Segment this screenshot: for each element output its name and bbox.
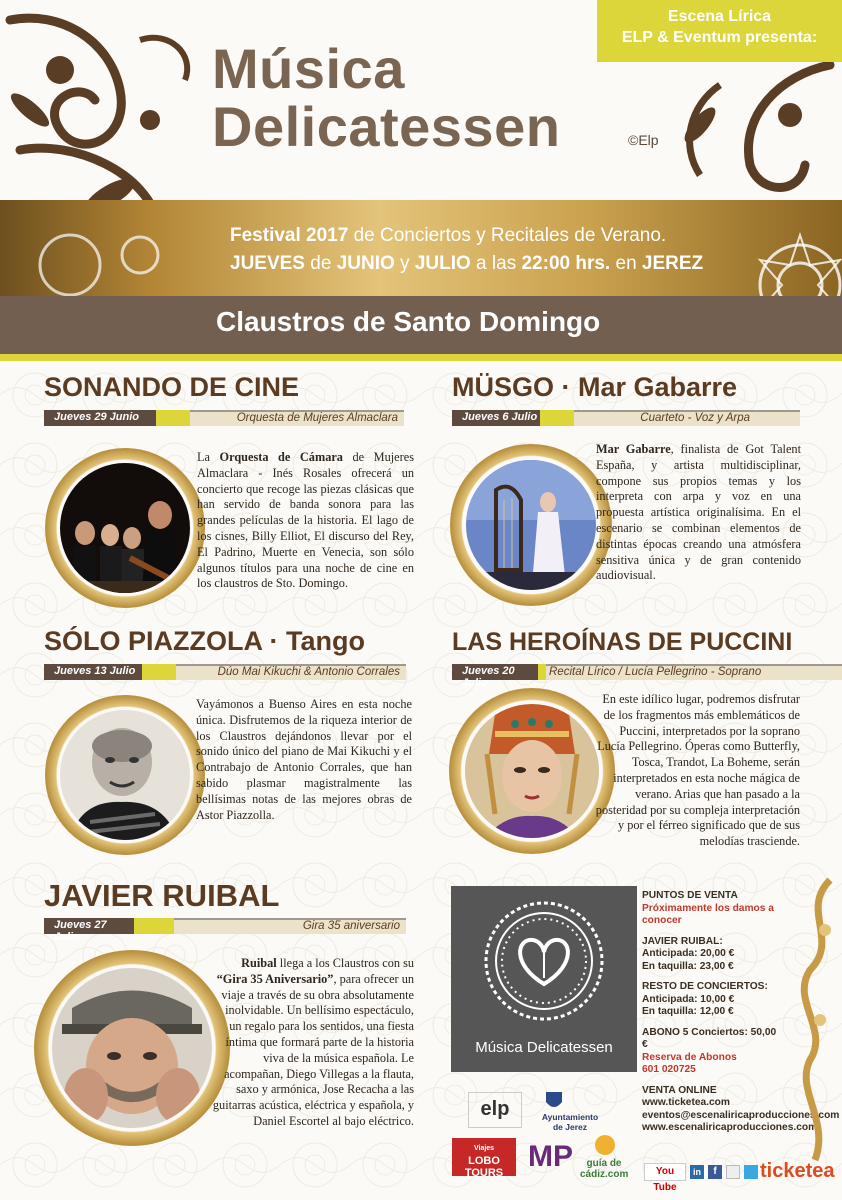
text-body: En este idílico lugar, podremos disfrutar de los fragmentos más emblemáticos de Puccini, interpretados por la soprano Lucía Pellegrino. Óperas como Butterfly, Tosca, Trandot, La Boheme, serán interpretados en esta noche mágica de verano. Arias que han pasado a la posteridad por su compleja interpretación y por el férreo significado que de sus melodías trasciende. <box>595 692 800 849</box>
text-bold: Mar Gabarre <box>596 442 671 456</box>
concert-date: Jueves 20 Julio <box>452 664 538 680</box>
concert-title: JAVIER RUIBAL <box>44 878 280 913</box>
yellow-strip <box>142 664 176 680</box>
sun-icon <box>592 1132 618 1158</box>
mp-logo: MP <box>528 1140 573 1173</box>
concert-bar <box>44 410 404 426</box>
yellow-strip <box>538 664 546 680</box>
lobo-name: LOBO TOURS <box>464 1155 504 1179</box>
text-body: , finalista de Got Talent España, y artista multidisciplinar, compone sus propios temas y los interpreta con arpa y voz en una propuesta artística originalísima. En el escenario se combinan elementos de distintas épocas creando una atmósfera sensitiva única y de gran contenido audiovisual. <box>596 442 801 583</box>
text-bold: Ruibal <box>241 956 277 970</box>
concert-performer: Orquesta de Mujeres Almaclara <box>236 412 398 424</box>
concert-title: SÓLO PIAZZOLA · Tango <box>44 626 365 656</box>
piazzolla-photo <box>60 710 190 840</box>
gold-ornament <box>790 870 842 1170</box>
festival-logo <box>451 886 637 1072</box>
text-body: , para ofrecer un viaje a través de su obra absolutamente inolvidable. Un bellísimo espectáculo, un regalo para los sentidos, una fiesta íntima que formará parte de la historia viva de la música española. Le acompañan, Diego Villegas a la flauta, saxo y armónica, Jose Recacha a las guitarras acústica, eléctrica y española, y Daniel Escortel al bajo eléctrico. <box>212 971 414 1128</box>
reserva-phone: 601 020725 <box>642 1064 696 1075</box>
concert-title: LAS HEROÍNAS DE PUCCINI <box>452 628 793 656</box>
ticket-info <box>642 890 840 1135</box>
festival-conn-1: de <box>304 253 337 274</box>
festival-month-2: JULIO <box>414 253 471 274</box>
guia-cadiz-logo <box>580 1132 628 1180</box>
concert-text <box>197 450 414 592</box>
floral-ornament-right <box>660 55 842 205</box>
lobo-small: Viajes <box>473 1145 495 1152</box>
concert-text <box>594 692 800 850</box>
yellow-strip <box>540 410 574 426</box>
resto-label: RESTO DE CONCIERTOS: <box>642 981 768 992</box>
ruibal-photo <box>52 968 212 1128</box>
text-pre: La <box>197 450 220 464</box>
concert-text <box>596 442 801 584</box>
concert-performer: Dúo Mai Kikuchi & Antonio Corrales <box>217 666 400 678</box>
yellow-divider <box>0 354 842 361</box>
abono-price: ABONO 5 Conciertos: 50,00 € <box>642 1026 777 1050</box>
ticketea-logo[interactable]: ticketea <box>760 1160 835 1182</box>
puntos-value: Próximamente los damos a conocer <box>642 902 774 926</box>
lobo-tours-logo <box>452 1138 516 1179</box>
concert-bar <box>44 664 406 680</box>
festival-conn-2: y <box>394 253 415 274</box>
concert-date: Jueves 27 Julio <box>44 918 134 934</box>
concert-performer: Recital Lírico / Lucía Pellegrino - Soprano <box>549 666 762 678</box>
puccini-heroine-illustration <box>465 704 599 838</box>
ticketea-link[interactable]: www.ticketea.com <box>642 1097 730 1108</box>
venue-name: Claustros de Santo Domingo <box>216 306 601 337</box>
venta-online-label: VENTA ONLINE <box>642 1084 717 1096</box>
festival-line-1 <box>230 222 703 250</box>
concert-bar <box>452 410 800 426</box>
concert-title: MÜSGO · Mar Gabarre <box>452 372 738 402</box>
text-body: Vayámonos a Buenso Aires en esta noche única. Disfrutemos de la riqueza interior de los Claustros dejándonos llevar por el sonido único del piano de Mai Kikuchi y el Contrabajo de Antonio Corrales, que han sabido plasmar magistralmente las bellísimas notas de las mejores obras de Astor Piazzolla. <box>196 697 412 822</box>
facebook-icon[interactable]: f <box>708 1165 722 1179</box>
flower-ornament-left <box>0 215 200 305</box>
festival-day: JUEVES <box>230 253 305 274</box>
ayuntamiento-line-2: de Jerez <box>552 1122 588 1132</box>
yellow-strip <box>156 410 190 426</box>
title-line-2: Delicatessen <box>212 95 561 158</box>
festival-conn-4: en <box>610 253 642 274</box>
contact-email[interactable]: eventos@escenaliricaproducciones.com <box>642 1109 840 1121</box>
festival-city: JEREZ <box>641 253 704 274</box>
ayuntamiento-logo <box>540 1090 600 1132</box>
text-bold-2: “Gira 35 Aniversario” <box>216 971 334 986</box>
text-mid: llega a los Claustros con su <box>276 956 414 970</box>
presenter-line-1: Escena Lírica <box>667 8 772 25</box>
flickr-icon[interactable] <box>726 1165 740 1179</box>
twitter-icon[interactable] <box>744 1165 758 1179</box>
shield-icon <box>544 1090 564 1112</box>
concert-text <box>212 956 414 1130</box>
venue-band <box>0 296 842 354</box>
linkedin-icon[interactable]: in <box>690 1165 704 1179</box>
festival-line-2 <box>230 250 703 278</box>
concert-date: Jueves 6 Julio <box>452 410 540 426</box>
festival-name: Festival 2017 <box>230 225 349 246</box>
ruibal-label: JAVIER RUIBAL: <box>642 935 723 947</box>
yellow-strip <box>134 918 174 934</box>
elp-logo: elp <box>468 1092 522 1128</box>
concert-date: Jueves 13 Julio <box>44 664 142 680</box>
text-body: de Mujeres Almaclara - Inés Rosales ofrecerá un concierto que recoge las piezas clásicas que han servido de banda sonora para las grandes películas de la historia. El lago de los cisnes, Billy Elliot, El discurso del Rey, El Padrino, Muerte en Venecia, son sólo algunos títulos para una noche de cine en los claustros de Sto. Domingo. <box>197 450 414 591</box>
orchestra-photo <box>60 463 190 593</box>
concert-text <box>196 697 412 823</box>
festival-info <box>230 222 703 278</box>
concert-date: Jueves 29 Junio <box>44 410 156 426</box>
copyright-mark: ©Elp <box>628 132 659 148</box>
concert-performer: Gira 35 aniversario <box>302 920 400 932</box>
heart-clef-icon <box>481 898 607 1024</box>
harpist-photo <box>466 460 596 590</box>
festival-desc: de Conciertos y Recitales de Verano. <box>348 225 667 246</box>
youtube-icon[interactable]: You Tube <box>644 1163 686 1181</box>
presenter-line-2: ELP & Eventum presenta: <box>621 29 818 46</box>
concert-bar <box>452 664 842 689</box>
festival-time: 22:00 hrs. <box>521 253 611 274</box>
puntos-label: PUNTOS DE VENTA <box>642 890 738 901</box>
page-title <box>212 37 561 158</box>
title-line-1: Música <box>212 37 405 100</box>
festival-conn-3: a las <box>470 253 522 274</box>
presenter-box <box>597 0 842 62</box>
website-link[interactable]: www.escenaliricaproducciones.com <box>642 1122 818 1133</box>
reserva-label: Reserva de Abonos <box>642 1051 737 1063</box>
ruibal-taquilla: En taquilla: 23,00 € <box>642 960 734 972</box>
resto-anticipada: Anticipada: 10,00 € <box>642 993 735 1005</box>
ayuntamiento-line-1: Ayuntamiento <box>541 1112 599 1122</box>
festival-month-1: JUNIO <box>336 253 395 274</box>
concert-performer: Cuarteto - Voz y Arpa <box>640 412 750 424</box>
resto-taquilla: En taquilla: 12,00 € <box>642 1006 734 1017</box>
text-bold: Orquesta de Cámara <box>219 450 343 464</box>
concert-title: SONANDO DE CINE <box>44 372 300 402</box>
concert-bar <box>44 918 406 943</box>
logo-name: Música Delicatessen <box>475 1039 613 1056</box>
ruibal-anticipada: Anticipada: 20,00 € <box>642 948 735 959</box>
guia-name: guía de cádiz.com <box>580 1158 629 1180</box>
